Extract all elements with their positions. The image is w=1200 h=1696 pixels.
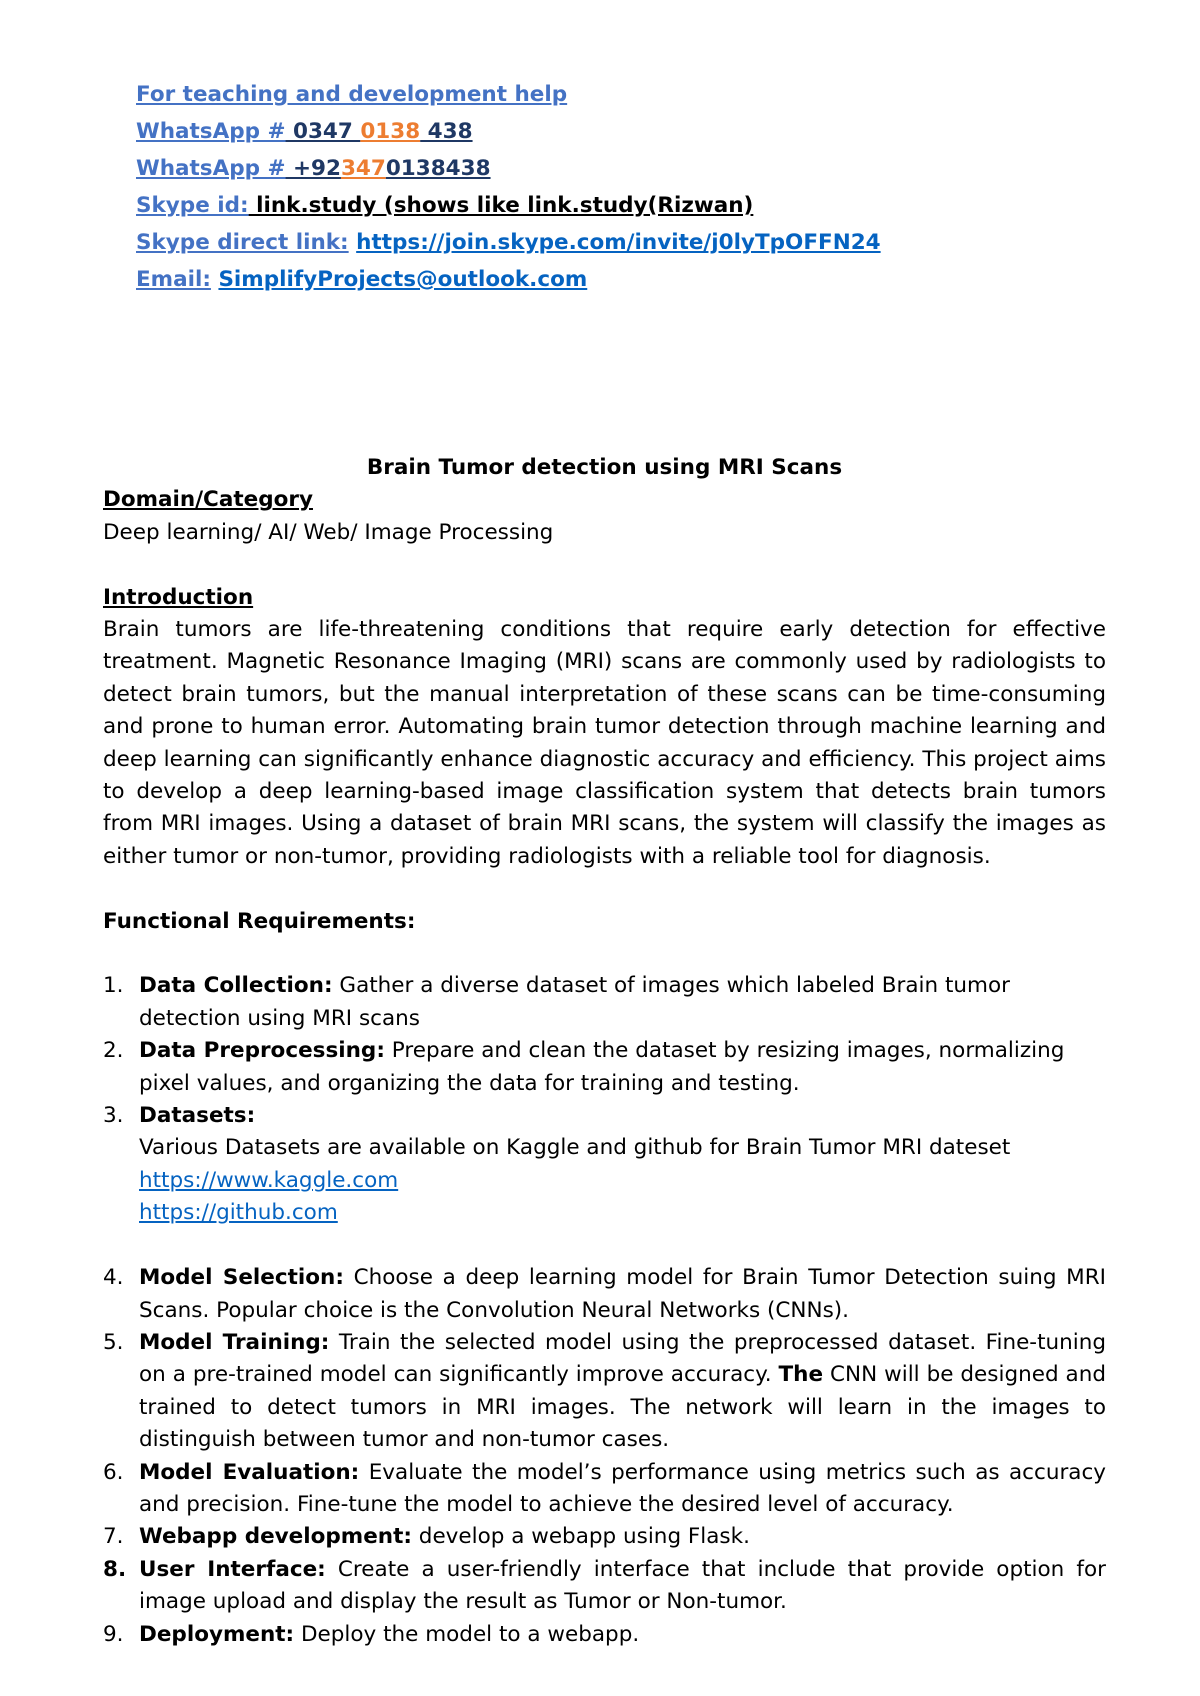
skype-link-label: Skype direct link:	[136, 230, 349, 255]
whatsapp-number-part: 438	[420, 119, 473, 144]
whatsapp-number-part: +92	[285, 156, 341, 181]
spacer	[103, 938, 1106, 970]
item-text: Choose a deep learning model for Brain Tumor Detection suing MRI Scans. Popular choice is the Convolution Neural Networks (CNNs).	[139, 1265, 1107, 1323]
domain-heading: Domain/Category	[103, 487, 313, 513]
domain-text: Deep learning/ AI/ Web/ Image Processing	[103, 519, 554, 545]
spacer	[103, 1230, 1106, 1262]
item-text: Gather a diverse dataset of images which labeled Brain tumor detection using MRI scans	[139, 973, 1010, 1031]
whatsapp-number-part: 0138	[360, 119, 421, 144]
item-label: User Interface:	[139, 1556, 326, 1582]
item-text: Various Datasets are available on Kaggle and github for Brain Tumor MRI dateset	[139, 1135, 1011, 1161]
list-item	[103, 1521, 1106, 1553]
teaching-help-text: For teaching and development help	[136, 82, 568, 107]
document-body	[103, 452, 1106, 1651]
email-link[interactable]: SimplifyProjects@outlook.com	[218, 267, 588, 292]
requirements-list	[103, 970, 1106, 1229]
list-number: 3.	[103, 1103, 124, 1129]
email-line	[136, 261, 1096, 298]
item-label: Webapp development:	[139, 1524, 412, 1550]
skype-id-line	[136, 187, 1096, 224]
list-item	[103, 1035, 1106, 1100]
whatsapp-label: WhatsApp #	[136, 119, 286, 144]
item-label: Data Collection:	[139, 973, 333, 999]
list-number: 1.	[103, 973, 124, 999]
email-label: Email:	[136, 267, 211, 292]
item-text: Train the selected model using the preprocessed dataset. Fine-tuning on a pre-trained model can significantly improve accuracy.	[139, 1329, 1106, 1388]
item-text: Prepare and clean the dataset by resizing images, normalizing pixel values, and organizing the data for training and testing.	[139, 1038, 1065, 1096]
item-label: Data Preprocessing:	[139, 1038, 385, 1064]
contact-block	[136, 76, 1096, 298]
item-text: Deploy the model to a webapp.	[294, 1621, 640, 1647]
spacer	[103, 873, 1106, 905]
item-label: Model Training:	[139, 1329, 330, 1355]
item-text: Evaluate the model’s performance using metrics such as accuracy and precision. Fine-tune the model to achieve the desired level of accuracy.	[139, 1459, 1107, 1517]
list-number: 4.	[103, 1265, 124, 1291]
introduction-heading: Introduction	[103, 584, 254, 610]
introduction-paragraph: Brain tumors are life-threatening conditions that require early detection for effective treatment. Magnetic Resonance Imaging (MRI) scans are commonly used by radiologists to detect brain tumors, but the manual interpretation of these scans can be time-consuming and prone to human error. Automating brain tumor detection through machine learning and deep learning can significantly enhance diagnostic accuracy and efficiency. This project aims to develop a deep learning-based image classification system that detects brain tumors from MRI images. Using a dataset of brain MRI scans, the system will classify the images as either tumor or non-tumor, providing radiologists with a reliable tool for diagnosis.	[103, 617, 1106, 869]
whatsapp-line-2	[136, 150, 1096, 187]
list-item	[103, 1619, 1106, 1651]
requirements-list-continued	[103, 1262, 1106, 1651]
functional-requirements-heading: Functional Requirements:	[103, 908, 416, 934]
item-label: Datasets:	[139, 1103, 256, 1129]
item-label: Model Selection:	[139, 1265, 344, 1291]
item-text: develop a webapp using Flask.	[411, 1524, 750, 1550]
skype-id-value: link.study (shows like link.study(Rizwan)	[248, 193, 754, 218]
list-number: 8.	[103, 1556, 127, 1582]
whatsapp-number-part: 0347	[285, 119, 361, 144]
item-text: Create a user-friendly interface that include that provide option for image upload and display the result as Tumor or Non-tumor.	[139, 1556, 1106, 1615]
kaggle-link[interactable]: https://www.kaggle.com	[139, 1167, 399, 1193]
list-number: 2.	[103, 1038, 124, 1064]
github-link[interactable]: https://github.com	[139, 1200, 338, 1226]
list-number: 5.	[103, 1329, 124, 1355]
list-item	[103, 1262, 1106, 1327]
item-label: Deployment:	[139, 1621, 295, 1647]
item-label: Model Evaluation:	[139, 1459, 360, 1485]
contact-intro-line	[136, 76, 1096, 113]
list-item	[103, 1327, 1106, 1457]
list-number: 9.	[103, 1621, 124, 1647]
list-number: 6.	[103, 1459, 124, 1485]
list-number: 7.	[103, 1524, 124, 1550]
document-title: Brain Tumor detection using MRI Scans	[366, 455, 843, 480]
item-text-continued: CNN will be designed and trained to detect tumors in MRI images. The network will learn in the images to distinguish between tumor and non-tumor cases.	[139, 1362, 1106, 1453]
skype-direct-link[interactable]: https://join.skype.com/invite/j0lyTpOFFN24	[356, 230, 881, 255]
skype-link-line	[136, 224, 1096, 261]
list-item	[103, 1100, 1106, 1230]
item-bold-word: The	[778, 1362, 824, 1388]
spacer	[103, 549, 1106, 581]
whatsapp-label: WhatsApp #	[136, 156, 286, 181]
whatsapp-number-part: 0138438	[385, 156, 491, 181]
whatsapp-number-part: 347	[340, 156, 386, 181]
skype-id-label: Skype id:	[136, 193, 249, 218]
list-item	[103, 1457, 1106, 1522]
list-item	[103, 970, 1106, 1035]
whatsapp-line-1	[136, 113, 1096, 150]
list-item	[103, 1554, 1106, 1619]
